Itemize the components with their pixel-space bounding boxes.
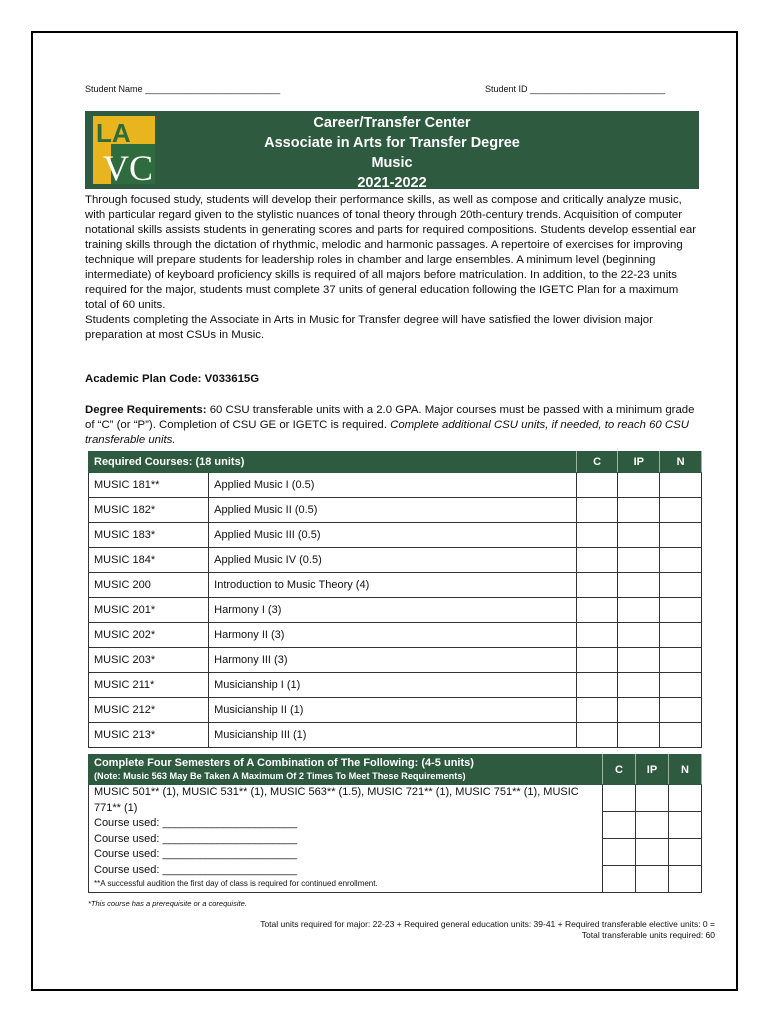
- course-row: [89, 698, 702, 723]
- comb-col-n-header: N: [669, 755, 702, 785]
- status-c-cell[interactable]: [576, 673, 618, 698]
- status-ip-cell[interactable]: [618, 548, 660, 573]
- status-n-cell[interactable]: [660, 598, 702, 623]
- check-cell[interactable]: [603, 812, 636, 839]
- check-cell[interactable]: [636, 812, 669, 839]
- status-ip-cell[interactable]: [618, 473, 660, 498]
- status-n-cell[interactable]: [660, 723, 702, 748]
- total-units-line-1: Total units required for major: 22-23 + Required general education units: 39-41 + Required transferable elective units: 0 =: [260, 919, 715, 929]
- banner-line-3: Music: [371, 155, 413, 171]
- course-used-line[interactable]: Course used: ______________________: [94, 817, 298, 829]
- course-title: Harmony III (3): [209, 648, 577, 673]
- check-cell[interactable]: [636, 839, 669, 866]
- course-title: Applied Music I (0.5): [209, 473, 577, 498]
- academic-plan-code: Academic Plan Code: V033615G: [85, 373, 260, 385]
- status-c-cell[interactable]: [576, 498, 618, 523]
- course-code: MUSIC 182*: [89, 498, 209, 523]
- combination-body: [89, 785, 603, 893]
- status-ip-cell[interactable]: [618, 723, 660, 748]
- course-title: Introduction to Music Theory (4): [209, 573, 577, 598]
- page-frame: [31, 31, 738, 991]
- status-n-cell[interactable]: [660, 548, 702, 573]
- degree-requirements: [85, 403, 699, 448]
- course-title: Harmony I (3): [209, 598, 577, 623]
- col-n-header: N: [660, 452, 702, 473]
- total-units-summary: [85, 919, 715, 941]
- status-n-cell[interactable]: [660, 698, 702, 723]
- required-courses-header: [89, 452, 702, 473]
- course-used-line[interactable]: Course used: ______________________: [94, 863, 298, 876]
- check-cell[interactable]: [603, 785, 636, 812]
- status-n-cell[interactable]: [660, 523, 702, 548]
- combination-heading: Complete Four Semesters of A Combination of The Following: (4-5 units): [94, 757, 474, 769]
- course-title: Musicianship II (1): [209, 698, 577, 723]
- svg-text:VC: VC: [103, 148, 154, 184]
- combination-header: [89, 755, 702, 785]
- course-title: Applied Music IV (0.5): [209, 548, 577, 573]
- course-code: MUSIC 181**: [89, 473, 209, 498]
- status-n-cell[interactable]: [660, 648, 702, 673]
- course-code: MUSIC 200: [89, 573, 209, 598]
- svg-text:LA: LA: [96, 118, 131, 148]
- course-code: MUSIC 202*: [89, 623, 209, 648]
- audition-note: **A successful audition the first day of class is required for continued enrollment.: [94, 879, 378, 888]
- status-ip-cell[interactable]: [618, 598, 660, 623]
- course-row: [89, 523, 702, 548]
- status-c-cell[interactable]: [576, 698, 618, 723]
- check-cell[interactable]: [636, 866, 669, 893]
- status-n-cell[interactable]: [660, 473, 702, 498]
- degree-requirements-italic: Complete additional CSU units, if needed, to reach 60 CSU transferable units.: [85, 419, 689, 446]
- course-code: MUSIC 211*: [89, 673, 209, 698]
- program-description: [85, 193, 699, 343]
- banner-line-1: Career/Transfer Center: [313, 115, 471, 131]
- banner-line-2: Associate in Arts for Transfer Degree: [264, 135, 520, 151]
- status-c-cell[interactable]: [576, 523, 618, 548]
- course-used-line[interactable]: Course used: ______________________: [94, 848, 298, 860]
- course-row: [89, 498, 702, 523]
- comb-col-ip-header: IP: [636, 755, 669, 785]
- course-code: MUSIC 213*: [89, 723, 209, 748]
- combination-courses-table: [88, 754, 702, 893]
- status-ip-cell[interactable]: [618, 648, 660, 673]
- check-cell[interactable]: [669, 812, 702, 839]
- course-title: Musicianship III (1): [209, 723, 577, 748]
- status-c-cell[interactable]: [576, 598, 618, 623]
- lavc-logo: [93, 116, 155, 184]
- course-title: Applied Music III (0.5): [209, 523, 577, 548]
- banner-line-4: 2021-2022: [357, 175, 427, 191]
- status-c-cell[interactable]: [576, 623, 618, 648]
- prerequisite-footnote: *This course has a prerequisite or a corequisite.: [88, 899, 247, 908]
- check-cell[interactable]: [669, 866, 702, 893]
- status-ip-cell[interactable]: [618, 573, 660, 598]
- course-code: MUSIC 184*: [89, 548, 209, 573]
- total-units-line-2: Total transferable units required: 60: [581, 930, 715, 940]
- status-c-cell[interactable]: [576, 473, 618, 498]
- status-c-cell[interactable]: [576, 723, 618, 748]
- status-ip-cell[interactable]: [618, 523, 660, 548]
- status-ip-cell[interactable]: [618, 623, 660, 648]
- check-cell[interactable]: [636, 785, 669, 812]
- course-title: Harmony II (3): [209, 623, 577, 648]
- status-n-cell[interactable]: [660, 498, 702, 523]
- status-n-cell[interactable]: [660, 623, 702, 648]
- comb-col-c-header: C: [603, 755, 636, 785]
- course-row: [89, 598, 702, 623]
- student-name-field[interactable]: Student Name ___________________________: [85, 84, 281, 94]
- course-code: MUSIC 201*: [89, 598, 209, 623]
- col-c-header: C: [576, 452, 618, 473]
- course-row: [89, 548, 702, 573]
- student-id-field[interactable]: Student ID ___________________________: [485, 84, 666, 94]
- status-c-cell[interactable]: [576, 548, 618, 573]
- description-paragraph-1: Through focused study, students will develop their performance skills, as well as compose and critically analyze music, with particular regard given to the stylistic nuances of tonal theory through 20th-century trends. Acquisition of computer notational skills assists students in generating scores and parts for required compositions. Students develop essential ear training skills through the dictation of rhythmic, melodic and harmonic passages. A repertoire of exercises for improving technique will prepare students for leadership roles in chamber and large ensembles. A minimum level (beginning intermediate) of keyboard proficiency skills is required of all majors before matriculation. In addition, to the 22-23 units required for the major, students must complete 37 units of general education following the IGETC Plan for a maximum total of 60 units.: [85, 194, 697, 311]
- required-courses-heading: Required Courses: (18 units): [89, 452, 577, 473]
- col-ip-header: IP: [618, 452, 660, 473]
- student-info-line: [85, 84, 699, 94]
- status-n-cell[interactable]: [660, 573, 702, 598]
- check-cell[interactable]: [669, 785, 702, 812]
- course-row: [89, 573, 702, 598]
- check-cell[interactable]: [603, 839, 636, 866]
- course-title: Applied Music II (0.5): [209, 498, 577, 523]
- course-code: MUSIC 212*: [89, 698, 209, 723]
- combination-course-list: MUSIC 501** (1), MUSIC 531** (1), MUSIC 563** (1.5), MUSIC 721** (1), MUSIC 751** (1), MUSIC 771** (1): [94, 786, 579, 814]
- status-ip-cell[interactable]: [618, 498, 660, 523]
- status-ip-cell[interactable]: [618, 698, 660, 723]
- course-row: [89, 473, 702, 498]
- required-courses-table: [88, 451, 702, 748]
- status-n-cell[interactable]: [660, 673, 702, 698]
- course-row: [89, 648, 702, 673]
- course-row: [89, 623, 702, 648]
- check-cell[interactable]: [603, 866, 636, 893]
- degree-requirements-label: Degree Requirements:: [85, 404, 207, 416]
- description-paragraph-2: Students completing the Associate in Arts in Music for Transfer degree will have satisfied the lower division major preparation at most CSUs in Music.: [85, 314, 653, 341]
- status-ip-cell[interactable]: [618, 673, 660, 698]
- course-code: MUSIC 183*: [89, 523, 209, 548]
- course-used-line[interactable]: Course used: ______________________: [94, 832, 298, 845]
- course-row: [89, 723, 702, 748]
- check-cell[interactable]: [669, 839, 702, 866]
- title-banner: [85, 111, 699, 189]
- course-row: [89, 673, 702, 698]
- degree-requirements-text: 60 CSU transferable units with a 2.0 GPA. Major courses must be passed with a minimum grade of “C” (or “P”). Completion of CSU GE or IGETC is required.: [85, 404, 695, 431]
- course-title: Musicianship I (1): [209, 673, 577, 698]
- status-c-cell[interactable]: [576, 648, 618, 673]
- combination-note: (Note: Music 563 May Be Taken A Maximum Of 2 Times To Meet These Requirements): [94, 771, 466, 781]
- course-code: MUSIC 203*: [89, 648, 209, 673]
- status-c-cell[interactable]: [576, 573, 618, 598]
